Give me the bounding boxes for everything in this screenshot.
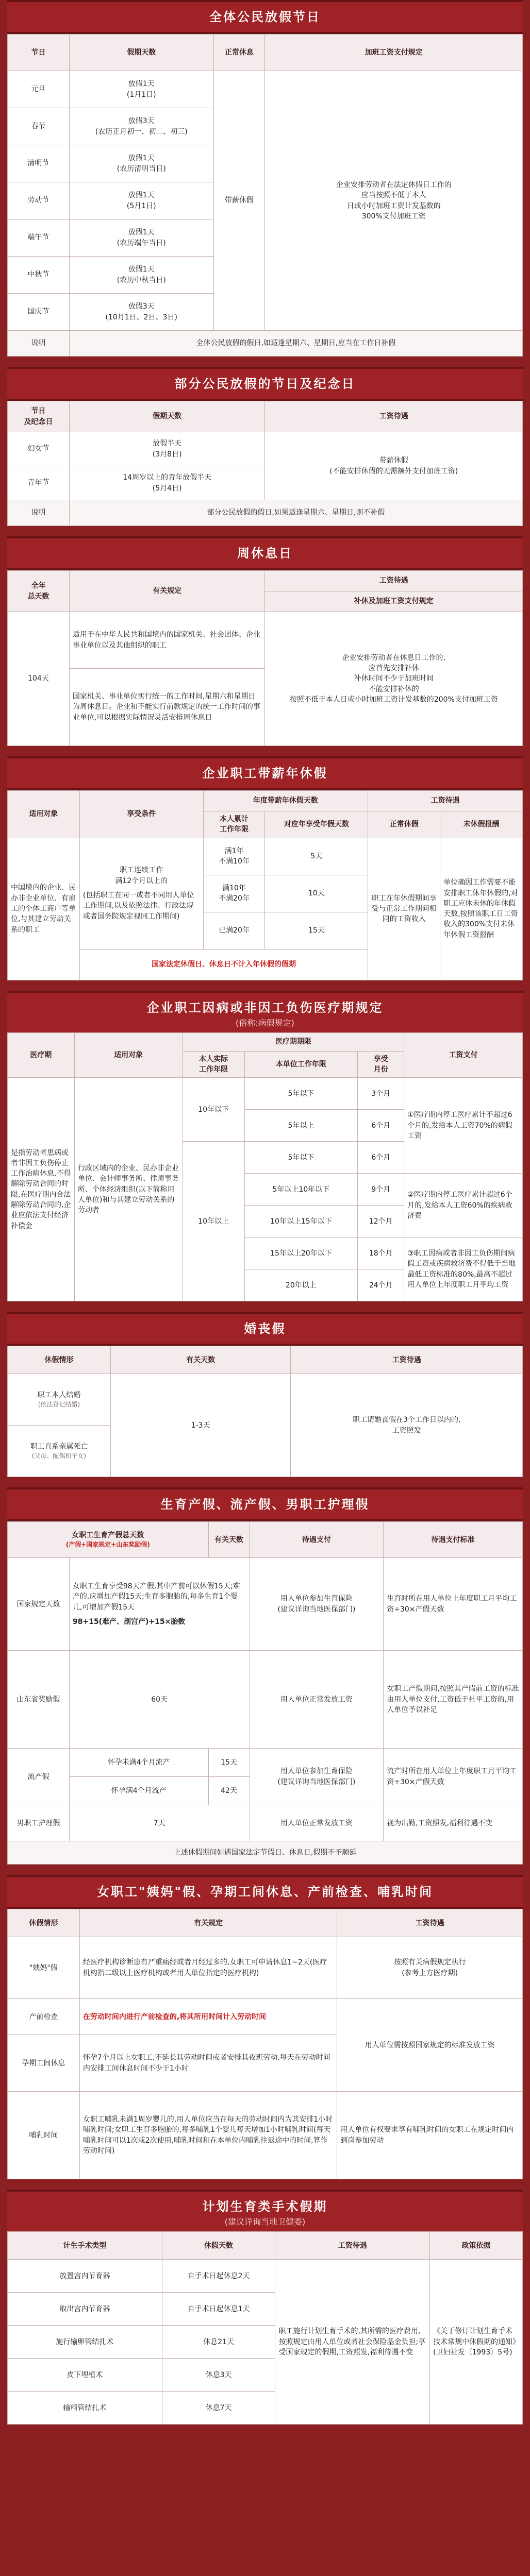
- section-maternity: [7, 1487, 523, 1865]
- col-days: 假期天数: [69, 401, 265, 432]
- unused-pay: 单位确因工作需要不能安排职工休年休假的,对职工应休未休的年休假天数,按照该职工日工资收入的300%支付未休年休假工资报酬: [440, 838, 523, 980]
- unit-years: 5年以上10年以下: [244, 1174, 358, 1206]
- section-family-planning: [7, 2190, 523, 2425]
- holiday-days: 放假1天 (1月1日): [69, 71, 213, 108]
- holiday-days: 放假1天 (5月1日): [69, 182, 213, 219]
- holiday-name: 国庆节: [8, 294, 70, 331]
- section-annual-leave: [7, 756, 523, 980]
- col-pay: 工资待遇: [265, 571, 523, 591]
- unit-years: 20年以上: [244, 1269, 358, 1301]
- marriage-funeral-table: [7, 1346, 523, 1477]
- r1-text: 女职工生育享受98天产假,其中产前可以休假15天;难产的,应增加产假15天;生育多胞胎的,每多生育1个婴儿,可增加产假15天: [72, 1582, 240, 1612]
- holiday-days: 放假1天 (农历端午当日): [69, 219, 213, 257]
- care-rule: 在劳动时间内进行产前检查的,将其所用时间计入劳动时间: [79, 1999, 337, 2035]
- group-over-10: 10年以上: [183, 1142, 244, 1301]
- col-total: 全年 总天数: [8, 571, 70, 612]
- unit-years: 10年以上15年以下: [244, 1206, 358, 1238]
- care-rule: 经医疗机构诊断患有严重痛经或者月经过多的,女职工可申请休息1~2天(医疗机构指二级以上医疗机构或者用人单位指定的医疗机构): [79, 1937, 337, 1999]
- fp-type: 皮下埋植术: [8, 2359, 162, 2392]
- pay-text: 带薪休假 (不能安排休假的无需额外支付加班工资): [265, 432, 523, 500]
- section-title: 计划生育类手术假期: [7, 2190, 523, 2224]
- col-pay: 工资待遇: [291, 1346, 523, 1374]
- annual-leave-table: [7, 790, 523, 980]
- medical-period-table: [7, 1032, 523, 1302]
- row-label: 国家规定天数: [8, 1558, 70, 1651]
- months: 3个月: [358, 1078, 404, 1110]
- r3a-label: 怀孕未满4个月流产: [69, 1749, 208, 1777]
- years: 满10年 不满20年: [203, 875, 265, 912]
- col-enjoy: 享受 月份: [358, 1051, 404, 1078]
- cond-main: 职工连续工作 满12个月以上的: [115, 866, 168, 885]
- days: 1-3天: [110, 1374, 291, 1477]
- col-normal: 正常休息: [213, 35, 265, 71]
- care-rule: 女职工哺乳未满1周岁婴儿的,用人单位应当在每天的劳动时间内为其安排1小时哺乳时间;女职工生育多胞胎的,每多哺乳1个婴儿每天增加1小时哺乳时间(每天哺乳时间可以1次或2次使用,哺乳时间和在本单位内哺乳往返途中的时间,算作劳动时间): [79, 2092, 337, 2179]
- fp-type: 取出宫内节育器: [8, 2293, 162, 2326]
- col-days: 有关天数: [208, 1522, 250, 1558]
- note-label: 说明: [8, 331, 70, 357]
- col-pay: 工资待遇: [265, 401, 523, 432]
- marriage-label: 职工本人结婚: [37, 1391, 81, 1399]
- col-overtime: 加班工资支付规定: [265, 35, 523, 71]
- col-holiday: 节日: [8, 35, 70, 71]
- fp-days: 休息7天: [162, 2392, 275, 2425]
- col-std: 待遇支付标准: [384, 1522, 523, 1558]
- r3a-days: 15天: [208, 1749, 250, 1777]
- public-holidays-table: [7, 34, 523, 357]
- col-years: 本人累计 工作年限: [203, 811, 265, 838]
- row-label: 山东省奖励假: [8, 1651, 70, 1749]
- fp-type: 放置宫内节育器: [8, 2260, 162, 2293]
- death-label: 职工直系亲属死亡: [30, 1442, 88, 1451]
- pay-rule-1: ①医疗期内停工医疗累计不超过6个月的,发给本人工资70%的病假工资: [404, 1078, 523, 1174]
- apply-text: 中国境内的企业、民办非企业单位、有雇工的个体工商户等单位,与其建立劳动关系的职工: [8, 838, 80, 980]
- r4-days: 7天: [69, 1805, 250, 1841]
- care-name: "姨妈"假: [8, 1937, 80, 1999]
- cond-cell: [79, 838, 203, 949]
- r2-days: 60天: [69, 1651, 250, 1749]
- holiday-days: 放假3天 (10月1日、2日、3日): [69, 294, 213, 331]
- r1-pay: 用人单位参加生育保险 (建议详询当地医保部门): [250, 1558, 384, 1651]
- col-days: 年度带薪年休假天数: [203, 791, 368, 811]
- fp-pay: 职工施行计划生育手术的,其所需的医疗费用,按照规定由用人单位或者社会保险基金负担;享受国家规定的假期,工资照发,福利待遇不变: [275, 2260, 430, 2425]
- period-text: 是指劳动者患病或者非因工负伤停止工作治病休息,不得解除劳动合同的时限,在医疗期内合法解除劳动合同的,企业应依法支付经济补偿金: [8, 1078, 75, 1301]
- care-name: 孕期工间休息: [8, 2035, 80, 2092]
- r2-pay: 用人单位正常发放工资: [250, 1651, 384, 1749]
- col-apply: 适用对象: [8, 791, 80, 838]
- col-type: [8, 1522, 209, 1558]
- paid-leave: 带薪休假: [213, 71, 265, 331]
- section-partial-holidays: [7, 367, 523, 526]
- col-unit: 本单位工作年限: [244, 1051, 358, 1078]
- rule-text: 适用于在中华人民共和国境内的国家机关、社会团体、企业事业单位以及其他组织的职工: [69, 612, 265, 669]
- col-type-title: 女职工生育产假总天数: [72, 1531, 144, 1539]
- col-type: 休假情形: [8, 1909, 80, 1937]
- holiday-name: 清明节: [8, 145, 70, 182]
- col-pay: 工资支付: [404, 1032, 523, 1078]
- months: 18个月: [358, 1238, 404, 1269]
- fp-days: 休息21天: [162, 2326, 275, 2359]
- section-title: 生育产假、流产假、男职工护理假: [7, 1487, 523, 1521]
- holiday-name: 青年节: [8, 466, 70, 500]
- section-weekly-rest: [7, 536, 523, 746]
- care-pay: 用人单位需按照国家规定的标准发放工资: [337, 1999, 523, 2092]
- note-label: 说明: [8, 500, 70, 526]
- col-unused: 未休假报酬: [440, 811, 523, 838]
- fp-type: 输精管结扎术: [8, 2392, 162, 2425]
- section-title: 企业职工带薪年休假: [7, 756, 523, 790]
- section-title: 女职工"姨妈"假、孕期工间休息、产前检查、哺乳时间: [7, 1875, 523, 1909]
- fp-days: 休息3天: [162, 2359, 275, 2392]
- holiday-days: 放假1天 (农历清明当日): [69, 145, 213, 182]
- col-type: 休假情形: [8, 1346, 111, 1374]
- unit-years: 15年以上20年以下: [244, 1238, 358, 1269]
- months: 9个月: [358, 1174, 404, 1206]
- maternity-note: 上述休假期间如遇国家法定节假日、休息日,假期不予顺延: [8, 1841, 523, 1865]
- pay-rule-3: ③职工因病或者非因工负伤期间病假工资或疾病救济费不得低于当地最低工资标准的80%,最高不超过用人单位上年度职工月平均工资: [404, 1238, 523, 1301]
- col-overtime: 补休及加班工资支付规定: [265, 591, 523, 612]
- normal-pay: 职工在年休假期间享受与正常工作期间相同的工资收入: [368, 838, 440, 980]
- fp-policy: 《关于修订计划生育手术技术常规中休假期的通知》(卫妇社发〔1993〕5号): [430, 2260, 523, 2425]
- r2-std: 女职工产假期间,按照其产假前工资的标准由用人单位支付,工资低于社平工资的,用人单位予以补足: [384, 1651, 523, 1749]
- year-days: 10天: [265, 875, 368, 912]
- r3b-days: 42天: [208, 1777, 250, 1805]
- r3-pay: 用人单位参加生育保险 (建议详询当地医保部门): [250, 1749, 384, 1805]
- col-period-detail: 医疗期期限: [183, 1032, 404, 1051]
- r1-formula: 98+15(难产、剖宫产)+15×胎数: [72, 1617, 186, 1626]
- note-text: 部分公民放假的假日,如果适逢星期六、星期日,则不补假: [69, 500, 522, 526]
- apply-text: 行政区域内的企业、民办非企业单位、会计师事务所、律师事务所、个体经济组织(以下简称用人单位)和与其建立劳动关系的劳动者: [74, 1078, 183, 1301]
- death-note: (父母、配偶和子女): [31, 1452, 87, 1460]
- row-label: 男职工护理假: [8, 1805, 70, 1841]
- year-days: 15天: [265, 912, 368, 949]
- r4-pay: 用人单位正常发放工资: [250, 1805, 384, 1841]
- section-title: 婚丧假: [7, 1312, 523, 1346]
- holiday-name: 端午节: [8, 219, 70, 257]
- col-days: 有关天数: [110, 1346, 291, 1374]
- holiday-days: 放假半天 (3月8日): [69, 432, 265, 466]
- col-rule: 有关规定: [69, 571, 265, 612]
- note-text: 全体公民放假的假日,如适逢星期六、星期日,应当在工作日补假: [69, 331, 522, 357]
- col-type-sub: (产假+国家规定+山东奖励假): [65, 1541, 150, 1549]
- years: 已满20年: [203, 912, 265, 949]
- pay-rule-2: ②医疗期内停工医疗累计超过6个月的,发给本人工资60%的疾病救济费: [404, 1174, 523, 1238]
- col-years: 本人实际 工作年限: [183, 1051, 244, 1078]
- col-normal: 正常休假: [368, 811, 440, 838]
- holiday-name: 中秋节: [8, 257, 70, 294]
- col-pay: 待遇支付: [250, 1522, 384, 1558]
- care-name: 产前检查: [8, 1999, 80, 2035]
- fp-type: 施行输卵管结扎术: [8, 2326, 162, 2359]
- col-rule: 有关规定: [79, 1909, 337, 1937]
- months: 24个月: [358, 1269, 404, 1301]
- months: 12个月: [358, 1206, 404, 1238]
- col-apply: 适用对象: [74, 1032, 183, 1078]
- care-pay: 用人单位有权要求享有哺乳时间的女职工在规定时间内到岗参加劳动: [337, 2092, 523, 2179]
- section-title: 周休息日: [7, 536, 523, 570]
- death-cell: [8, 1426, 111, 1477]
- row-label: 流产假: [8, 1749, 70, 1805]
- holiday-name: 劳动节: [8, 182, 70, 219]
- r3-std: 流产时所在用人单位上年度职工月平均工资÷30×产假天数: [384, 1749, 523, 1805]
- marriage-cell: [8, 1374, 111, 1426]
- holiday-name: 妇女节: [8, 432, 70, 466]
- col-name: 节日 及纪念日: [8, 401, 70, 432]
- female-care-table: [7, 1909, 523, 2179]
- col-pay: 工资待遇: [275, 2232, 430, 2260]
- care-pay: 按照有关病假规定执行 (参考上方医疗期): [337, 1937, 523, 1999]
- holiday-name: 元旦: [8, 71, 70, 108]
- years: 满1年 不满10年: [203, 838, 265, 875]
- months: 6个月: [358, 1142, 404, 1174]
- rule-text: 国家机关、事业单位实行统一的工作时间,星期六和星期日为周休息日。企业和不能实行前款规定的统一工作时间的事业单位,可以根据实际情况灵活安排周休息日: [69, 669, 265, 746]
- fp-days: 自手术日起休息2天: [162, 2260, 275, 2293]
- maternity-table: [7, 1521, 523, 1865]
- col-year-days: 对应年享受年假天数: [265, 811, 368, 838]
- unit-years: 5年以下: [244, 1142, 358, 1174]
- section-public-holidays: [7, 0, 523, 357]
- section-subtitle: (俗称:病假规定): [7, 1016, 523, 1032]
- col-period: 医疗期: [8, 1032, 75, 1078]
- r4-std: 视为出勤,工资照发,福利待遇不变: [384, 1805, 523, 1841]
- section-marriage-funeral: [7, 1312, 523, 1477]
- unit-years: 5年以上: [244, 1110, 358, 1142]
- unit-years: 5年以下: [244, 1078, 358, 1110]
- total-days: 104天: [8, 612, 70, 746]
- care-name: 哺乳时间: [8, 2092, 80, 2179]
- r1-cell: [69, 1558, 250, 1651]
- months: 6个月: [358, 1110, 404, 1142]
- col-type: 计生手术类型: [8, 2232, 162, 2260]
- r3b-label: 怀孕满4个月流产: [69, 1777, 208, 1805]
- year-days: 5天: [265, 838, 368, 875]
- marriage-note: (依法登记结婚): [38, 1401, 80, 1409]
- group-under-10: 10年以下: [183, 1078, 244, 1142]
- care-rule: 怀孕7个月以上女职工,不延长其劳动时间或者安排其夜班劳动,每天在劳动时间内安排工间休息时间不少于1小时: [79, 2035, 337, 2092]
- holiday-days: 14周岁以上的青年放假半天 (5月4日): [69, 466, 265, 500]
- col-days: 假期天数: [69, 35, 213, 71]
- col-pay: 工资待遇: [368, 791, 523, 811]
- weekly-rest-table: [7, 570, 523, 746]
- fp-days: 自手术日起休息1天: [162, 2293, 275, 2326]
- section-title: 企业职工因病或非因工负伤医疗期规定: [7, 991, 523, 1025]
- section-title: 全体公民放假节日: [7, 0, 523, 34]
- holiday-days: 放假1天 (农历中秋当日): [69, 257, 213, 294]
- overtime-rule: 企业安排劳动者在法定休假日工作的 应当按照不低于本人 日或小时加班工资计发基数的 300%支付加班工资: [265, 71, 523, 331]
- pay-text: 职工请婚丧假在3个工作日以内的, 工资照发: [291, 1374, 523, 1477]
- section-title: 部分公民放假的节日及纪念日: [7, 367, 523, 401]
- section-subtitle: (建议详询当地卫健委): [7, 2215, 523, 2231]
- family-planning-table: [7, 2231, 523, 2425]
- section-female-care: [7, 1875, 523, 2179]
- col-policy: 政策依据: [430, 2232, 523, 2260]
- holiday-name: 春节: [8, 108, 70, 145]
- col-cond: 享受条件: [79, 791, 203, 838]
- section-medical-period: [7, 991, 523, 1302]
- holiday-days: 放假3天 (农历正月初一、初二、初三): [69, 108, 213, 145]
- pay-text: 企业安排劳动者在休息日工作的, 应首先安排补休 补休时间不少于加班时间 不能安排补休的 按照不低于本人日或小时加班工资计发基数的200%支付加班工资: [265, 612, 523, 746]
- cond-detail: (包括职工在同一或者不同用人单位工作期间,以及依照法律、行政法规或者国务院规定视同工作期间): [82, 891, 194, 921]
- col-pay: 工资待遇: [337, 1909, 523, 1937]
- col-days: 休假天数: [162, 2232, 275, 2260]
- r1-std: 生育时所在用人单位上年度职工月平均工资÷30×产假天数: [384, 1558, 523, 1651]
- partial-holidays-table: [7, 401, 523, 526]
- annual-note: 国家法定休假日、休息日不计入年休假的假期: [79, 949, 368, 980]
